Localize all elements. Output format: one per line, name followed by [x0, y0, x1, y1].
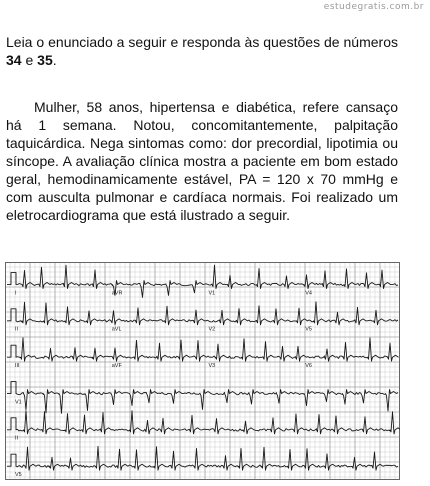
ecg-trace [7, 382, 398, 414]
intro-text: Leia o enunciado a seguir e responda às questões de números [6, 34, 398, 50]
ecg-trace [7, 302, 398, 325]
ecg-lead-label: aVR [111, 290, 123, 297]
ecg-lead-label: I [15, 290, 17, 297]
ecg-lead-label: V5 [15, 472, 22, 478]
question-number-35: 35 [37, 52, 53, 68]
ecg-lead-label: V2 [208, 326, 216, 333]
ecg-lead-label: V6 [305, 363, 312, 369]
ecg-lead-label: aVF [111, 363, 122, 369]
ecg-lead-label: V1 [15, 399, 22, 406]
ecg-lead-label: II [15, 435, 19, 442]
site-watermark: estudegratis.com.br [323, 2, 424, 12]
ecg-trace [7, 338, 399, 362]
ecg-image [5, 262, 400, 480]
ecg-grid-minor [5, 262, 400, 480]
ecg-lead-label: V4 [305, 290, 312, 297]
ecg-trace [7, 265, 398, 297]
ecg-grid-major [5, 262, 400, 480]
clinical-case-text: Mulher, 58 anos, hipertensa e diabética, refere cansaço há 1 semana. Notou, concomitantemente, palpitação taquicárdica. Nega sintomas como: dor precordial, lipotimia ou síncope. A avaliação clínica mostra a paciente em bom estado geral, hemodinamicamente estável, PA = 120 x 70 mmHg e com ausculta pulmonar e cardíaca normais. Foi realizado um eletrocardiograma que está ilustrado a seguir. [6, 99, 398, 223]
ecg-trace [7, 411, 400, 434]
question-intro [6, 33, 398, 69]
ecg-lead-label: V3 [208, 363, 216, 369]
ecg-lead-label: aVL [111, 326, 122, 333]
ecg-tracing [5, 262, 400, 480]
ecg-lead-label: III [15, 363, 20, 369]
question-number-34: 34 [6, 52, 22, 68]
ecg-trace [7, 446, 398, 470]
ecg-lead-label: V5 [305, 326, 312, 333]
intro-conjunction: e [21, 52, 38, 68]
ecg-lead-label: II [15, 326, 19, 333]
ecg-lead-label: V1 [208, 290, 216, 297]
intro-end: . [52, 52, 57, 68]
